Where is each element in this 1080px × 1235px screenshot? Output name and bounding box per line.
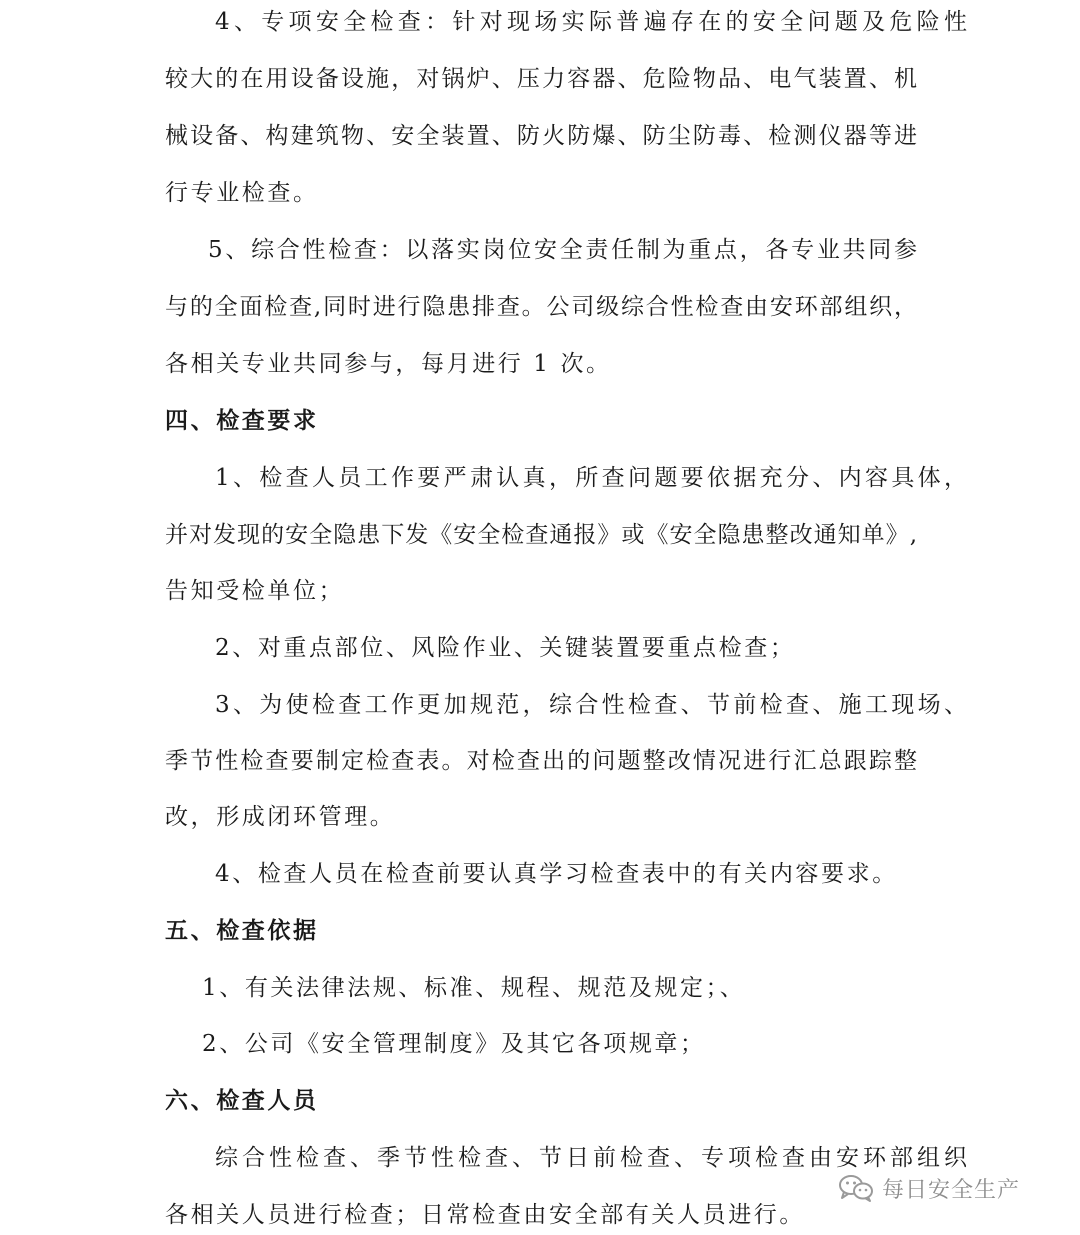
- para-special-inspection-line-3: 械设备、构建筑物、安全装置、防火防爆、防尘防毒、检测仪器等进: [165, 123, 917, 149]
- para-special-inspection-line-1: 4、专项安全检查：针对现场实际普遍存在的安全问题及危险性: [215, 9, 967, 35]
- para-comprehensive-inspection-line-1: 5、综合性检查：以落实岗位安全责任制为重点，各专业共同参: [208, 237, 917, 263]
- section-heading-inspection-personnel: 六、检查人员: [165, 1087, 319, 1114]
- section-heading-inspection-basis: 五、检查依据: [165, 917, 319, 944]
- requirement-1-line-1: 1、检查人员工作要严肃认真，所查问题要依据充分、内容具体，: [215, 465, 967, 491]
- requirement-3-line-1: 3、为使检查工作更加规范，综合性检查、节前检查、施工现场、: [215, 692, 967, 718]
- para-comprehensive-inspection-line-3: 各相关专业共同参与，每月进行 1 次。: [165, 351, 612, 377]
- watermark: [838, 1170, 1020, 1206]
- personnel-line-2: 各相关人员进行检查；日常检查由安全部有关人员进行。: [165, 1202, 805, 1228]
- watermark-text: 每日安全生产: [882, 1177, 1021, 1203]
- requirement-3-line-3: 改，形成闭环管理。: [165, 804, 396, 830]
- requirement-2: 2、对重点部位、风险作业、关键装置要重点检查；: [215, 635, 796, 661]
- section-heading-inspection-requirements: 四、检查要求: [165, 407, 319, 434]
- requirement-4: 4、检查人员在检查前要认真学习检查表中的有关内容要求。: [215, 861, 898, 887]
- wechat-icon: [838, 1173, 874, 1203]
- personnel-line-1: 综合性检查、季节性检查、节日前检查、专项检查由安环部组织: [215, 1145, 967, 1171]
- basis-item-2: 2、公司《安全管理制度》及其它各项规章；: [202, 1031, 706, 1057]
- requirement-1-line-3: 告知受检单位；: [165, 578, 345, 604]
- para-special-inspection-line-4: 行专业检查。: [165, 180, 319, 206]
- requirement-1-line-2: 并对发现的安全隐患下发《安全检查通报》或《安全隐患整改通知单》,: [165, 522, 917, 548]
- para-comprehensive-inspection-line-2: 与的全面检查,同时进行隐患排查。公司级综合性检查由安环部组织，: [165, 294, 917, 320]
- basis-item-1: 1、有关法律法规、标准、规程、规范及规定；、: [202, 975, 746, 1001]
- para-special-inspection-line-2: 较大的在用设备设施，对锅炉、压力容器、危险物品、电气装置、机: [165, 66, 917, 92]
- requirement-3-line-2: 季节性检查要制定检查表。对检查出的问题整改情况进行汇总跟踪整: [165, 748, 917, 774]
